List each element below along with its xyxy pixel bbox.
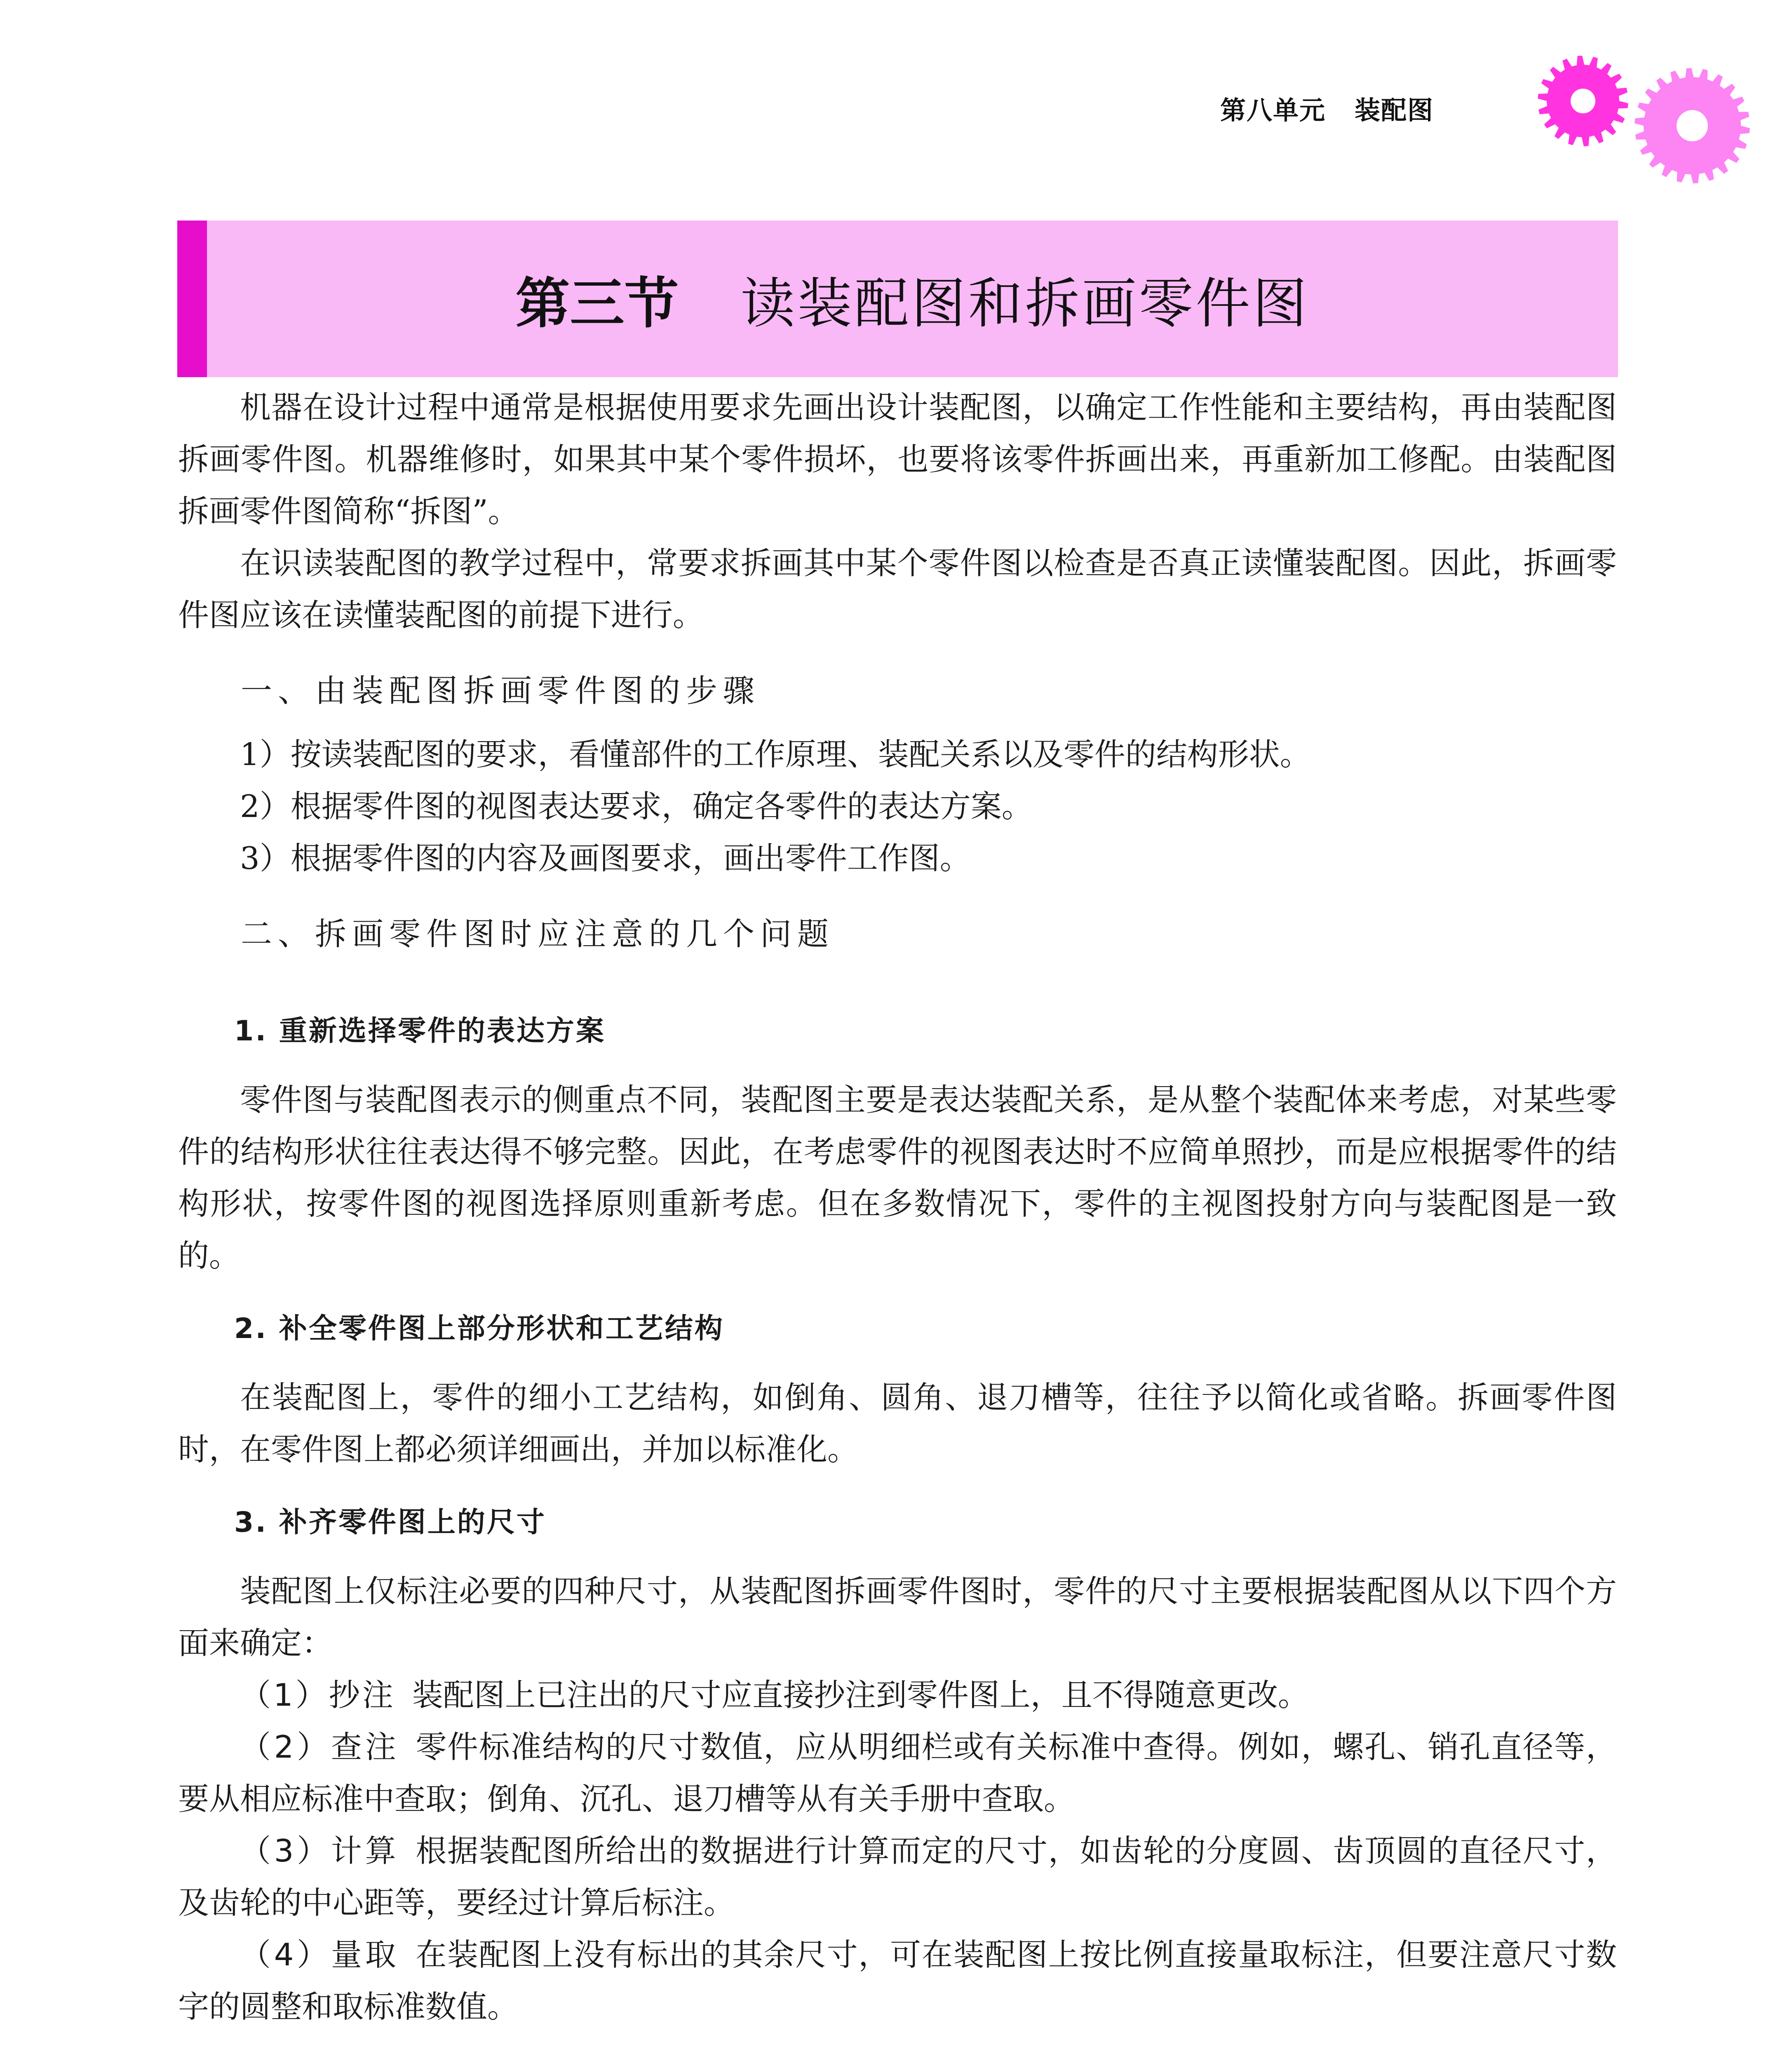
subheading-4	[178, 2054, 1617, 2061]
section-banner	[177, 221, 1618, 377]
gear-small-icon	[1635, 68, 1750, 183]
dimension-item-4-label: （4）量取	[240, 1937, 399, 1973]
section-number: 第三节	[515, 272, 679, 336]
gears-icon	[1525, 54, 1756, 190]
dimension-item-1	[178, 1669, 1617, 1721]
subheading-2: 2. 补全零件图上部分形状和工艺结构	[234, 1312, 724, 1345]
dimension-item-3-text: 根据装配图所给出的数据进行计算而定的尺寸，如齿轮的分度圆、齿顶圆的直径尺寸，及齿轮的中心距等，要经过计算后标注。	[178, 1833, 1617, 1921]
dimension-item-2-label: （2）查注	[240, 1729, 399, 1765]
intro-paragraph-2: 在识读装配图的教学过程中，常要求拆画其中某个零件图以检查是否真正读懂装配图。因此，拆画零件图应该在读懂装配图的前提下进行。	[178, 545, 1617, 633]
dimension-item-2	[178, 1721, 1617, 1825]
dimension-item-1-label: （1）抄注	[240, 1677, 396, 1713]
section-name: 读装配图和拆画零件图	[740, 272, 1310, 336]
subheading-1: 1. 重新选择零件的表达方案	[234, 1015, 606, 1047]
subsection-3-text: 装配图上仅标注必要的四种尺寸，从装配图拆画零件图时，零件的尺寸主要根据装配图从以下四个方面来确定：	[178, 1573, 1617, 1661]
gear-large-icon	[1538, 56, 1628, 146]
dimension-item-4-text: 在装配图上没有标出的其余尺寸，可在装配图上按比例直接量取标注，但要注意尺寸数字的圆整和取标准数值。	[178, 1937, 1617, 2025]
subsection-1-text: 零件图与装配图表示的侧重点不同，装配图主要是表达装配关系，是从整个装配体来考虑，对某些零件的结构形状往往表达得不够完整。因此，在考虑零件的视图表达时不应简单照抄，而是应根据零件的结构形状，按零件图的视图选择原则重新考虑。但在多数情况下，零件的主视图投射方向与装配图是一致的。	[178, 1082, 1617, 1274]
dimension-item-3	[178, 1825, 1617, 1929]
dimension-item-4	[178, 1929, 1617, 2033]
gear-big-hub	[1571, 89, 1595, 113]
step-2: 2）根据零件图的视图表达要求，确定各零件的表达方案。	[240, 788, 1033, 824]
unit-label: 第八单元	[1220, 95, 1326, 125]
page-body	[178, 381, 1617, 2061]
subsection-2-text: 在装配图上，零件的细小工艺结构，如倒角、圆角、退刀槽等，往往予以简化或省略。拆画零件图时，在零件图上都必须详细画出，并加以标准化。	[178, 1379, 1617, 1467]
dimension-item-1-text: 装配图上已注出的尺寸应直接抄注到零件图上，且不得随意更改。	[412, 1677, 1309, 1713]
step-1: 1）按读装配图的要求，看懂部件的工作原理、装配关系以及零件的结构形状。	[240, 736, 1311, 772]
topic-label: 装配图	[1355, 95, 1434, 125]
intro-paragraph-1: 机器在设计过程中通常是根据使用要求先画出设计装配图，以确定工作性能和主要结构，再由装配图拆画零件图。机器维修时，如果其中某个零件损坏，也要将该零件拆画出来，再重新加工修配。由装配图拆画零件图简称“拆图”。	[178, 389, 1617, 529]
subheading-3: 3. 补齐零件图上的尺寸	[234, 1506, 546, 1539]
dimension-item-2-text: 零件标准结构的尺寸数值，应从明细栏或有关标准中查得。例如，螺孔、销孔直径等，要从相应标准中查取；倒角、沉孔、退刀槽等从有关手册中查取。	[178, 1729, 1617, 1817]
dimension-item-3-label: （3）计算	[240, 1833, 399, 1869]
gear-small-hub	[1677, 110, 1708, 141]
heading-part-2: 二、拆画零件图时应注意的几个问题	[241, 915, 834, 952]
step-3: 3）根据零件图的内容及画图要求，画出零件工作图。	[240, 840, 971, 876]
banner-accent-bar	[177, 221, 207, 377]
running-header	[1220, 90, 1434, 127]
section-title	[207, 221, 1618, 377]
heading-part-1: 一、由装配图拆画零件图的步骤	[241, 672, 760, 709]
